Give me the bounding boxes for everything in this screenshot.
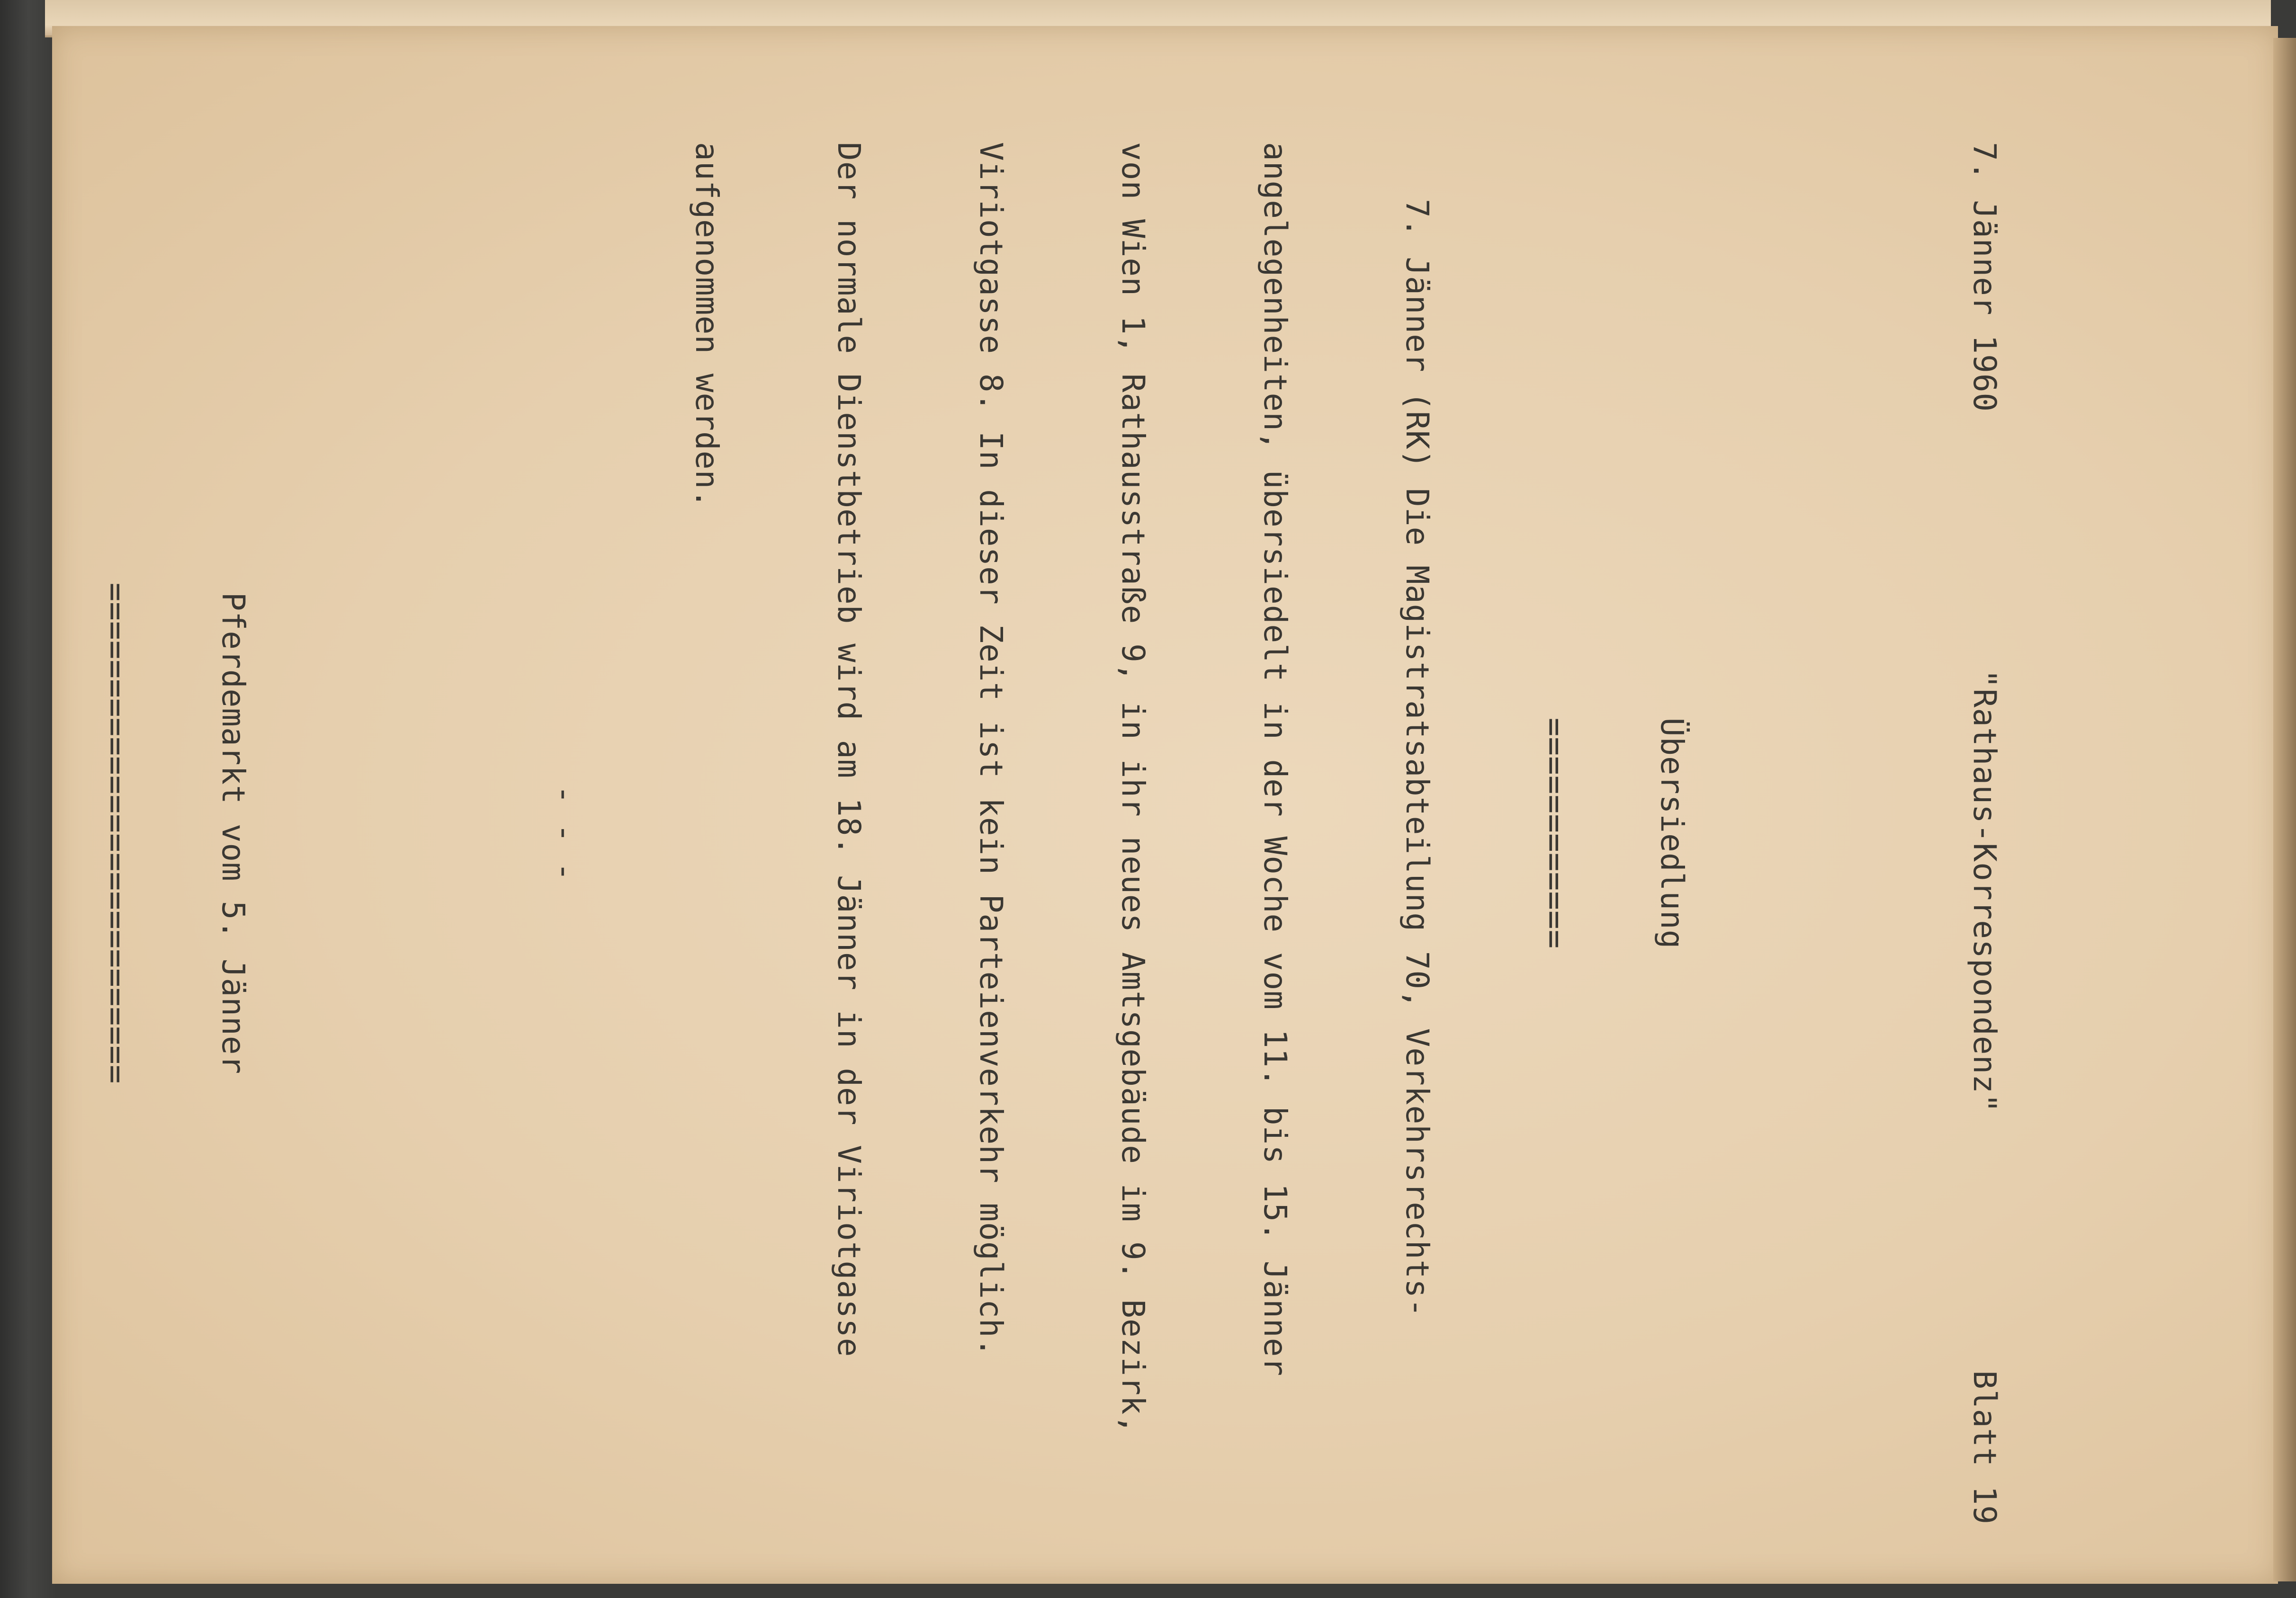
section2-line: [0, 142, 2, 1562]
typewritten-text: [0, 142, 2103, 1562]
header-sheet: Blatt 19: [1966, 1370, 2003, 1525]
section2-title-underline: ==========================: [98, 582, 134, 1084]
section1-line: Viriotgasse 8. In dieser Zeit ist kein Parteienverkehr möglich.: [973, 142, 1009, 1357]
section1-title: Übersiedlung: [1654, 717, 1690, 949]
section1-separator: - - -: [547, 785, 583, 882]
header-date: 7. Jänner 1960: [1966, 142, 2003, 412]
page-stack-edge: [2273, 38, 2296, 1581]
section1-line: 7. Jänner (RK) Die Magistratsabteilung 70, Verkehrsrechts-: [1399, 199, 1435, 1318]
header-publication: "Rathaus-Korrespondenz": [1966, 669, 2003, 1113]
page-header: [1961, 142, 2008, 1525]
section1-line: aufgenommen werden.: [689, 142, 725, 509]
section1-title-underline: ============: [1536, 717, 1573, 949]
section1-line: von Wien 1, Rathausstraße 9, in ihr neues Amtsgebäude im 9. Bezirk,: [1115, 142, 1151, 1435]
section1-line: angelegenheiten, übersiedelt in der Woche vom 11. bis 15. Jänner: [1257, 142, 1293, 1377]
section1-line: Der normale Dienstbetrieb wird am 18. Jänner in der Viriotgasse: [831, 142, 867, 1357]
section2-title: Pferdemarkt vom 5. Jänner: [215, 592, 251, 1075]
